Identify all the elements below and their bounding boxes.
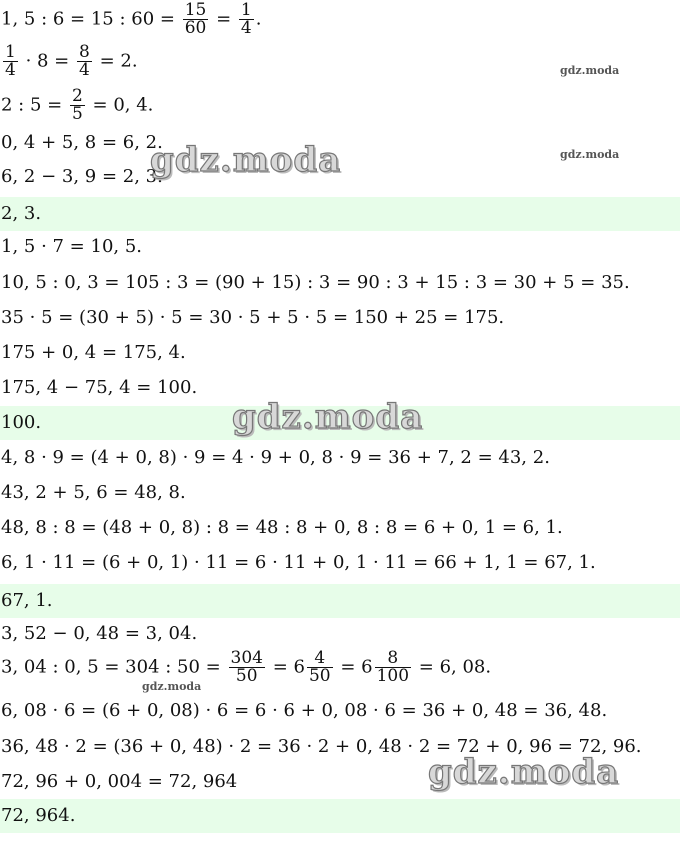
equation-line-13: 48, 8 : 8 = (48 + 0, 8) : 8 = 48 : 8 + 0, 8 : 8 = 6 + 0, 1 = 6, 1. (1, 517, 563, 538)
equation-line-8: 35 · 5 = (30 + 5) · 5 = 30 · 5 + 5 · 5 = 150 + 25 = 175. (1, 307, 505, 328)
equation-line-10: 175, 4 − 75, 4 = 100. (1, 377, 198, 398)
watermark-small: gdz.moda (142, 680, 202, 693)
equation-line-15: 3, 52 − 0, 48 = 3, 04. (1, 623, 198, 644)
fraction: $\frac{8}{4}$ (79, 42, 90, 80)
answer-row-1: 2, 3. (0, 197, 680, 231)
answer-row-3: 67, 1. (0, 584, 680, 618)
watermark-small: gdz.moda (560, 148, 620, 161)
equation-line-6: 1, 5 · 7 = 10, 5. (1, 236, 143, 257)
equation-line-3: 2 : 5 = $\frac{2}{5}$ = 0, 4. (1, 86, 154, 124)
equation-line-19: 72, 96 + 0, 004 = 72, 964 (1, 771, 238, 792)
equation-line-14: 6, 1 · 11 = (6 + 0, 1) · 11 = 6 · 11 + 0, 1 · 11 = 66 + 1, 1 = 67, 1. (1, 552, 596, 573)
fraction: $\frac{4}{50}$ (308, 648, 331, 686)
equation-line-12: 43, 2 + 5, 6 = 48, 8. (1, 482, 186, 503)
equation-line-11: 4, 8 · 9 = (4 + 0, 8) · 9 = 4 · 9 + 0, 8 · 9 = 36 + 7, 2 = 43, 2. (1, 447, 550, 468)
equation-line-1: 1, 5 : 6 = 15 : 60 = $\frac{15}{60}$ = $\frac{1}{4}$ . (1, 0, 262, 38)
fraction: $\frac{1}{4}$ (240, 0, 252, 38)
answer-row-2: 100. (0, 406, 680, 440)
fraction: $\frac{304}{50}$ (230, 648, 263, 686)
watermark-small: gdz.moda (560, 64, 620, 77)
equation-line-9: 175 + 0, 4 = 175, 4. (1, 342, 186, 363)
equation-line-17: 6, 08 · 6 = (6 + 0, 08) · 6 = 6 · 6 + 0, 08 · 6 = 36 + 0, 48 = 36, 48. (1, 700, 608, 721)
equation-line-4: 0, 4 + 5, 8 = 6, 2. (1, 132, 163, 153)
answer-row-4: 72, 964. (0, 799, 680, 833)
equation-line-2: $\frac{1}{4}$ · 8 = $\frac{8}{4}$ = 2. (5, 42, 138, 80)
eq-pre: 1, 5 : 6 = 15 : 60 = (1, 8, 175, 30)
fraction: $\frac{8}{100}$ (376, 648, 410, 686)
equation-line-16: 3, 04 : 0, 5 = 304 : 50 = $\frac{304}{50}$ = 6 $\frac{4}{50}$ = 6 $\frac{8}{100}$ = 6, 08. (1, 648, 492, 686)
watermark-large: gdz.moda (232, 397, 424, 437)
watermark-large: gdz.moda (428, 752, 620, 792)
equation-line-18: 36, 48 · 2 = (36 + 0, 48) · 2 = 36 · 2 + 0, 48 · 2 = 72 + 0, 96 = 72, 96. (1, 736, 642, 757)
equation-line-7: 10, 5 : 0, 3 = 105 : 3 = (90 + 15) : 3 = 90 : 3 + 15 : 3 = 30 + 5 = 35. (1, 272, 630, 293)
fraction: $\frac{2}{5}$ (71, 86, 83, 124)
watermark-large: gdz.moda (150, 140, 342, 180)
equation-line-5: 6, 2 − 3, 9 = 2, 3. (1, 166, 163, 187)
fraction: $\frac{15}{60}$ (184, 0, 207, 38)
fraction: $\frac{1}{4}$ (5, 42, 16, 80)
